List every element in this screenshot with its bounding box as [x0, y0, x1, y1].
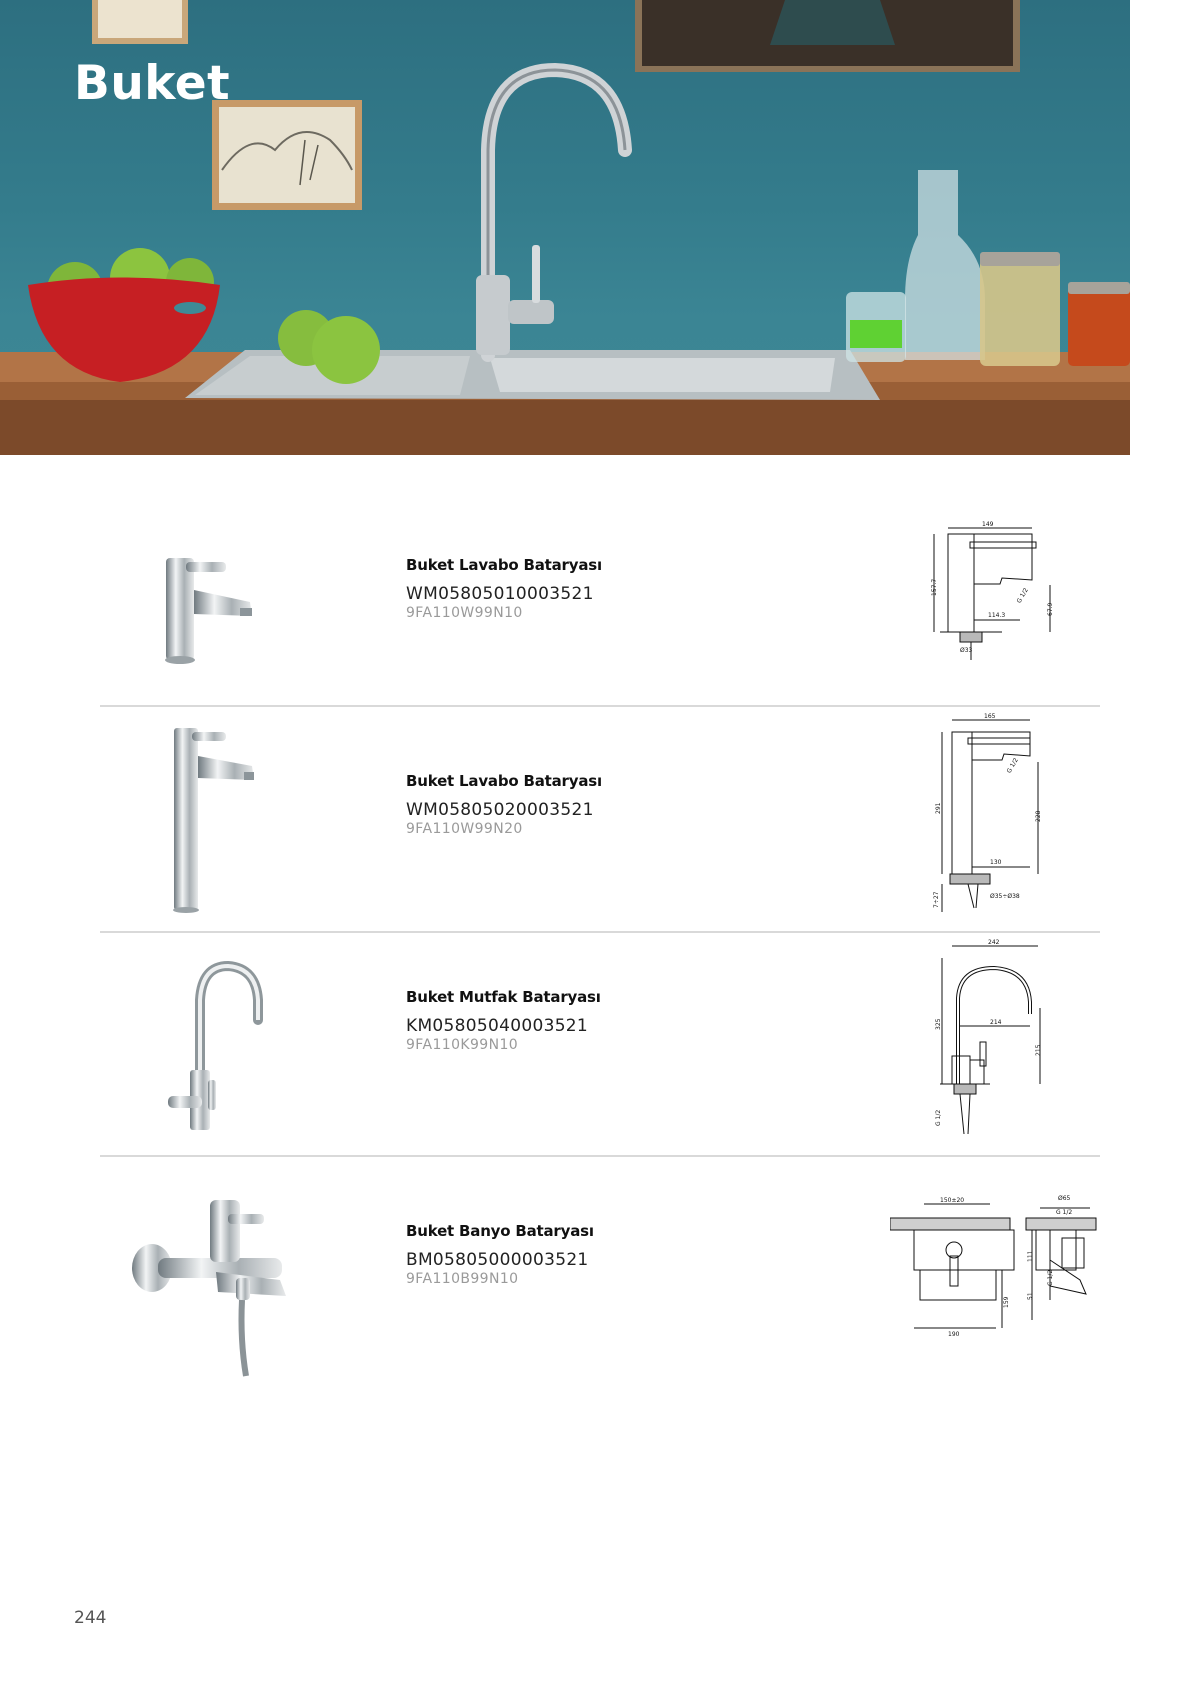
divider	[100, 705, 1100, 707]
divider	[100, 1155, 1100, 1157]
page-number: 244	[74, 1608, 107, 1628]
product-sub-code: 9FA110K99N10	[406, 1037, 519, 1053]
dimension-label: 157.7	[931, 578, 938, 596]
product-name: Buket Mutfak Bataryası	[406, 988, 601, 1006]
product-info	[406, 1222, 594, 1287]
dimension-label: Ø35÷Ø38	[990, 893, 1020, 900]
dimension-label: 7÷27	[933, 891, 940, 908]
lentil-jar	[1068, 286, 1130, 366]
hero-image	[0, 0, 1130, 455]
dimension-label: 190	[948, 1331, 960, 1338]
dimension-label: 149	[982, 521, 994, 528]
kitchen-mixer-photo	[164, 960, 274, 1136]
dimension-label: G 1/2	[1015, 586, 1030, 605]
product-item	[100, 712, 1100, 922]
product-name: Buket Lavabo Bataryası	[406, 556, 602, 574]
dimension-label: Ø65	[1058, 1195, 1071, 1202]
technical-drawing	[930, 520, 1060, 665]
dimension-label: 165	[984, 713, 996, 720]
dimension-label: 51	[1027, 1292, 1034, 1300]
dimension-label: G 1/2	[1047, 1269, 1054, 1286]
glass-carafe	[905, 170, 985, 360]
dimension-label: Ø33	[960, 647, 973, 654]
product-info	[406, 772, 602, 837]
basin-mixer-photo	[160, 540, 270, 670]
product-code: WM05805010003521	[406, 584, 594, 604]
divider	[100, 931, 1100, 933]
product-name: Buket Banyo Bataryası	[406, 1222, 594, 1240]
dimension-label: 150±20	[940, 1197, 965, 1204]
pasta-jar	[980, 256, 1060, 366]
dimension-label: 228	[1035, 810, 1042, 822]
product-code: BM05805000003521	[406, 1250, 589, 1270]
dimension-label: 214	[990, 1019, 1002, 1026]
dimension-label: 114.3	[988, 612, 1006, 619]
technical-drawing	[890, 1190, 1100, 1340]
dimension-label: 325	[935, 1018, 942, 1030]
technical-drawing	[930, 712, 1060, 917]
technical-drawing	[930, 938, 1060, 1143]
product-code: WM05805020003521	[406, 800, 594, 820]
dimension-label: G 1/2	[935, 1109, 942, 1126]
dimension-label: 215	[1035, 1044, 1042, 1056]
dimension-label: 291	[935, 802, 942, 814]
product-item	[100, 520, 1100, 690]
dimension-label: G 1/2	[1005, 756, 1020, 775]
tall-basin-mixer-photo	[170, 718, 280, 918]
product-info	[406, 556, 602, 621]
product-item	[100, 938, 1100, 1148]
product-item	[100, 1190, 1100, 1390]
dimension-label: 67.9	[1047, 602, 1054, 616]
product-name: Buket Lavabo Bataryası	[406, 772, 602, 790]
product-sub-code: 9FA110W99N10	[406, 605, 523, 621]
product-sub-code: 9FA110B99N10	[406, 1271, 519, 1287]
product-code: KM05805040003521	[406, 1016, 589, 1036]
dimension-label: 111	[1027, 1250, 1034, 1262]
product-info	[406, 988, 601, 1053]
page-title: Buket	[74, 56, 231, 111]
product-sub-code: 9FA110W99N20	[406, 821, 523, 837]
dimension-label: 242	[988, 939, 1000, 946]
bath-mixer-photo	[130, 1200, 310, 1380]
dimension-label: G 1/2	[1056, 1209, 1073, 1216]
dimension-label: 130	[990, 859, 1002, 866]
dimension-label: 159	[1003, 1296, 1010, 1308]
